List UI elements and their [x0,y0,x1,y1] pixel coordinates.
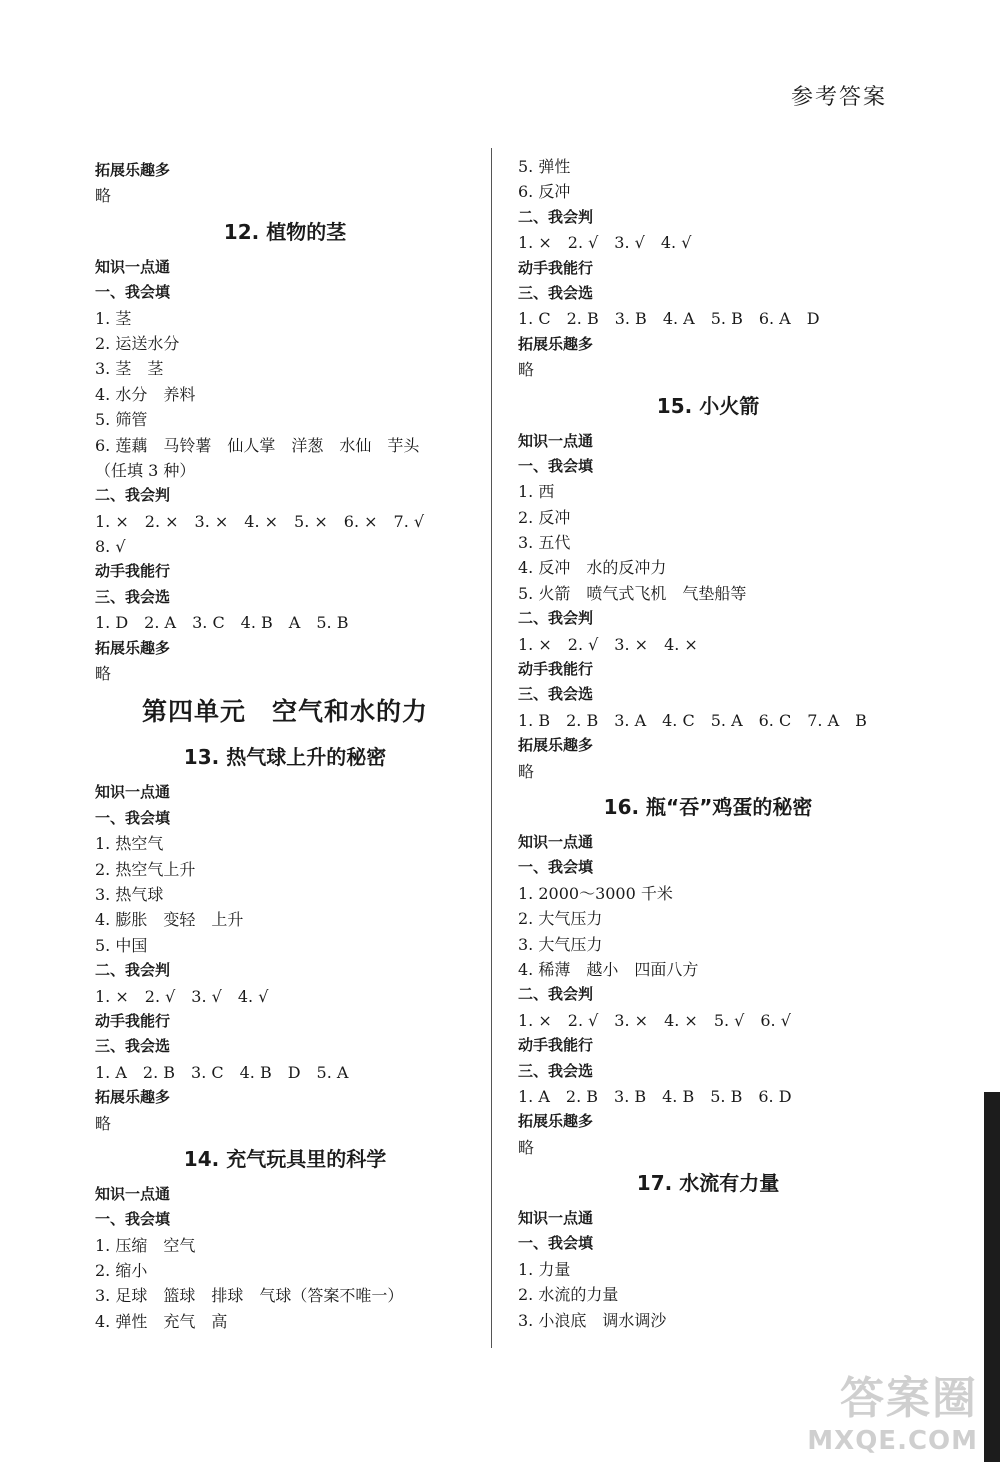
answer-line: 略 [518,360,535,380]
answer-line: 4. 反冲 水的反冲力 [518,558,667,578]
answer-line: （任填 3 种） [95,460,196,480]
lesson-heading: 13. 热气球上升的秘密 [183,745,387,770]
page-header-title: 参考答案 [790,85,887,110]
section-label: 二、我会判 [518,985,594,1004]
scan-edge-bar [984,1092,1000,1462]
answer-line: 4. 稀薄 越小 四面八方 [518,959,699,979]
answer-line: 4. 弹性 充气 高 [95,1311,228,1331]
answer-line: 1. B 2. B 3. A 4. C 5. A 6. C 7. A B [518,710,867,730]
section-label: 知识一点通 [95,783,171,802]
section-label: 拓展乐趣多 [95,638,171,657]
lesson-heading: 12. 植物的茎 [223,219,347,244]
answer-line: 2. 运送水分 [95,333,180,353]
answer-line: 略 [518,1137,535,1157]
answer-line: 1. 热空气 [95,834,164,854]
section-label: 三、我会选 [518,685,594,704]
lesson-heading: 14. 充气玩具里的科学 [183,1146,387,1171]
answer-line: 8. √ [95,537,126,557]
answer-line: 1. A 2. B 3. B 4. B 5. B 6. D [518,1086,792,1106]
section-label: 拓展乐趣多 [518,736,594,755]
answer-line: 3. 小浪底 调水调沙 [518,1310,667,1330]
answer-line: 3. 茎 茎 [95,359,164,379]
answer-line: 1. × 2. √ 3. √ 4. √ [95,986,269,1006]
section-label: 知识一点通 [518,431,594,450]
answer-line: 2. 大气压力 [518,909,603,929]
lesson-heading: 15. 小火箭 [656,393,760,418]
section-label: 一、我会填 [518,858,594,877]
answer-line: 4. 膨胀 变轻 上升 [95,910,244,930]
column-divider [491,148,492,1348]
answer-line: 3. 大气压力 [518,934,603,954]
section-label: 知识一点通 [518,1209,594,1228]
right-column [518,154,898,1333]
section-label: 知识一点通 [518,832,594,851]
section-label: 拓展乐趣多 [95,161,171,179]
answer-line: 略 [95,186,112,206]
answer-line: 5. 火箭 喷气式飞机 气垫船等 [518,583,747,603]
section-label: 动手我能行 [518,660,594,679]
answer-line: 2. 水流的力量 [518,1285,619,1305]
answer-line: 6. 反冲 [518,182,571,202]
answer-line: 3. 五代 [518,533,571,553]
watermark [807,1362,978,1456]
answer-line: 1. 2000～3000 千米 [518,883,673,903]
section-label: 拓展乐趣多 [95,1088,171,1107]
answer-line: 2. 热空气上升 [95,859,196,879]
section-label: 三、我会选 [95,587,171,606]
section-label: 一、我会填 [518,1234,594,1253]
unit-heading: 第四单元 空气和水的力 [141,697,428,727]
watermark-url: MXQE.COM [807,1426,978,1456]
answer-line: 4. 水分 养料 [95,384,196,404]
answer-line: 5. 筛管 [95,410,148,430]
answer-line: 5. 弹性 [518,157,571,176]
section-label: 一、我会填 [518,456,594,475]
section-label: 二、我会判 [95,486,171,505]
section-label: 三、我会选 [95,1037,171,1056]
answer-line: 2. 反冲 [518,507,571,527]
section-label: 一、我会填 [95,283,171,302]
answer-line: 1. × 2. √ 3. × 4. × 5. √ 6. √ [518,1010,791,1030]
answer-line: 2. 缩小 [95,1261,148,1281]
section-label: 二、我会判 [95,961,171,980]
section-label: 动手我能行 [95,1011,171,1030]
answer-line: 1. 西 [518,482,555,502]
answer-line: 3. 足球 篮球 排球 气球（答案不唯一） [95,1286,404,1306]
answer-line: 1. A 2. B 3. C 4. B D 5. A [95,1062,349,1082]
left-column [95,158,475,1334]
section-label: 二、我会判 [518,207,594,226]
answer-line: 1. 力量 [518,1259,571,1279]
lesson-heading: 17. 水流有力量 [636,1171,780,1196]
answer-line: 1. C 2. B 3. B 4. A 5. B 6. A D [518,309,820,329]
answer-line: 1. × 2. × 3. × 4. × 5. × 6. × 7. √ [95,511,425,531]
section-label: 动手我能行 [518,1036,594,1055]
section-label: 动手我能行 [95,562,171,581]
answer-line: 1. × 2. √ 3. × 4. × [518,634,698,654]
section-label: 动手我能行 [518,258,594,277]
section-label: 知识一点通 [95,1184,171,1203]
section-label: 拓展乐趣多 [518,334,594,353]
answer-line: 1. × 2. √ 3. √ 4. √ [518,233,692,253]
section-label: 三、我会选 [518,1061,594,1080]
lesson-heading: 16. 瓶“吞”鸡蛋的秘密 [603,794,813,819]
answer-line: 1. 茎 [95,308,132,328]
answer-line: 1. D 2. A 3. C 4. B A 5. B [95,613,349,633]
section-label: 一、我会填 [95,1210,171,1229]
answer-line: 5. 中国 [95,935,148,955]
section-label: 二、我会判 [518,609,594,628]
answer-line: 略 [95,664,112,684]
answer-line: 3. 热气球 [95,884,164,904]
answer-line: 略 [518,761,535,781]
answer-line: 1. 压缩 空气 [95,1235,196,1255]
answer-line: 略 [95,1113,112,1133]
answer-line: 6. 莲藕 马铃薯 仙人掌 洋葱 水仙 芋头 [95,435,420,455]
section-label: 拓展乐趣多 [518,1112,594,1131]
section-label: 三、我会选 [518,283,594,302]
section-label: 一、我会填 [95,808,171,827]
watermark-logo-text: 答案圈 [840,1373,978,1424]
section-label: 知识一点通 [95,257,171,276]
